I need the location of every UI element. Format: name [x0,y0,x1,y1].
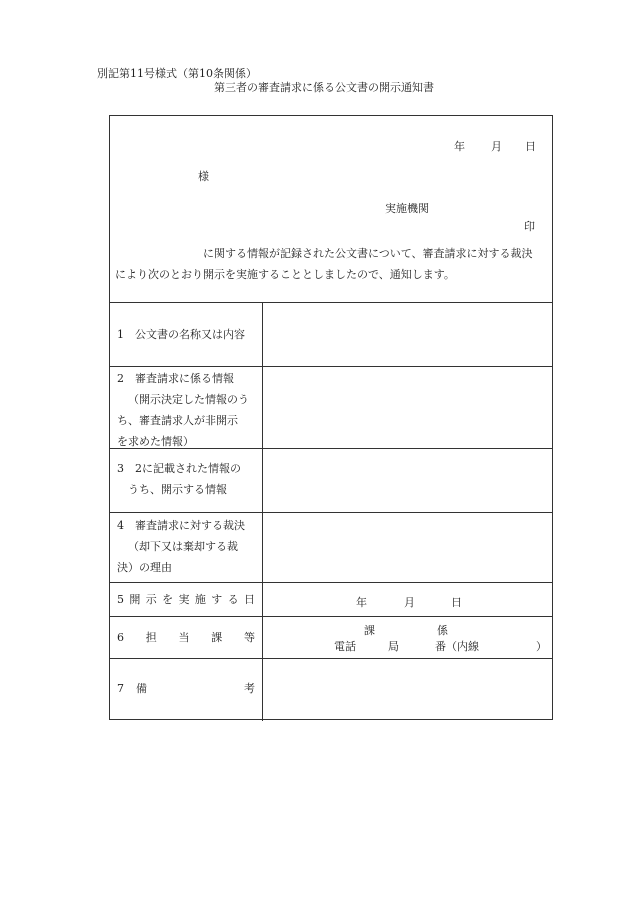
label-char: 示 [145,593,157,606]
label-char: 当 [178,631,190,644]
impl-date-month: 月 [404,596,415,609]
label-char: 日 [244,593,255,606]
row-label-remarks [117,678,255,699]
label-char: る [227,593,239,606]
document-title: 第三者の審査請求に係る公文書の開示通知書 [214,81,434,94]
phone-kyoku-label: 局 [388,640,399,653]
date-month: 月 [491,140,502,153]
label-line: 決）の理由 [117,561,172,574]
label-char: 等 [244,631,255,644]
impl-date-year: 年 [356,596,367,609]
agency-label: 実施機関 [385,202,429,215]
label-char: 担 [145,631,157,644]
row-label-disclosed-info [117,458,241,500]
label-char: 備 [136,682,147,695]
seal-mark: 印 [524,220,535,233]
label-line: 4 審査請求に対する裁決 [117,519,245,532]
row-divider [110,582,552,583]
label-line: 2 審査請求に係る情報 [117,372,234,385]
column-divider [262,302,263,721]
label-line: 1 公文書の名称又は内容 [117,328,245,341]
label-char: 7 [117,682,124,695]
row-label-requested-info [117,368,249,452]
notice-body [115,243,549,285]
notice-body-line: により次のとおり開示を実施することとしましたので、通知します。 [115,268,455,281]
label-char: 施 [194,593,206,606]
date-year: 年 [454,140,465,153]
label-char: 開 [129,593,141,606]
label-char: 5 [117,593,124,606]
label-char: す [211,593,223,606]
row-divider [110,512,552,513]
row-divider [110,616,552,617]
phone-extension-label: 番（内線 [435,640,479,653]
label-line: （却下又は棄却する裁 [128,540,238,553]
row-label-responsible-section [117,627,255,648]
row-label-implementation-date [117,589,255,610]
section-kakari-label: 係 [437,624,448,637]
label-line: を求めた情報） [117,435,194,448]
label-line: ち、審査請求人が非開示 [117,414,238,427]
label-line: うち、開示する情報 [128,483,227,496]
notice-body-line: に関する情報が記録された公文書について、審査請求に対する裁決 [203,247,533,260]
section-ka-label: 課 [364,624,375,637]
label-char: を [162,593,174,606]
date-day: 日 [525,140,536,153]
label-char: 考 [244,682,255,695]
label-line: 3 2に記載された情報の [117,462,241,475]
form-identifier: 別記第11号様式（第10条関係） [97,67,257,80]
phone-extension-close: ） [536,640,547,653]
row-divider [110,658,552,659]
row-divider [110,302,552,303]
form-table [109,115,553,720]
phone-label: 電話 [334,640,356,653]
label-line: （開示決定した情報のう [128,393,249,406]
label-char: 課 [211,631,223,644]
addressee-suffix: 様 [198,170,209,183]
row-label-ruling-reason [117,515,245,578]
impl-date-day: 日 [451,596,462,609]
row-label-document-name [117,324,245,345]
label-char: 実 [178,593,190,606]
row-divider [110,366,552,367]
label-char: 6 [117,631,124,644]
